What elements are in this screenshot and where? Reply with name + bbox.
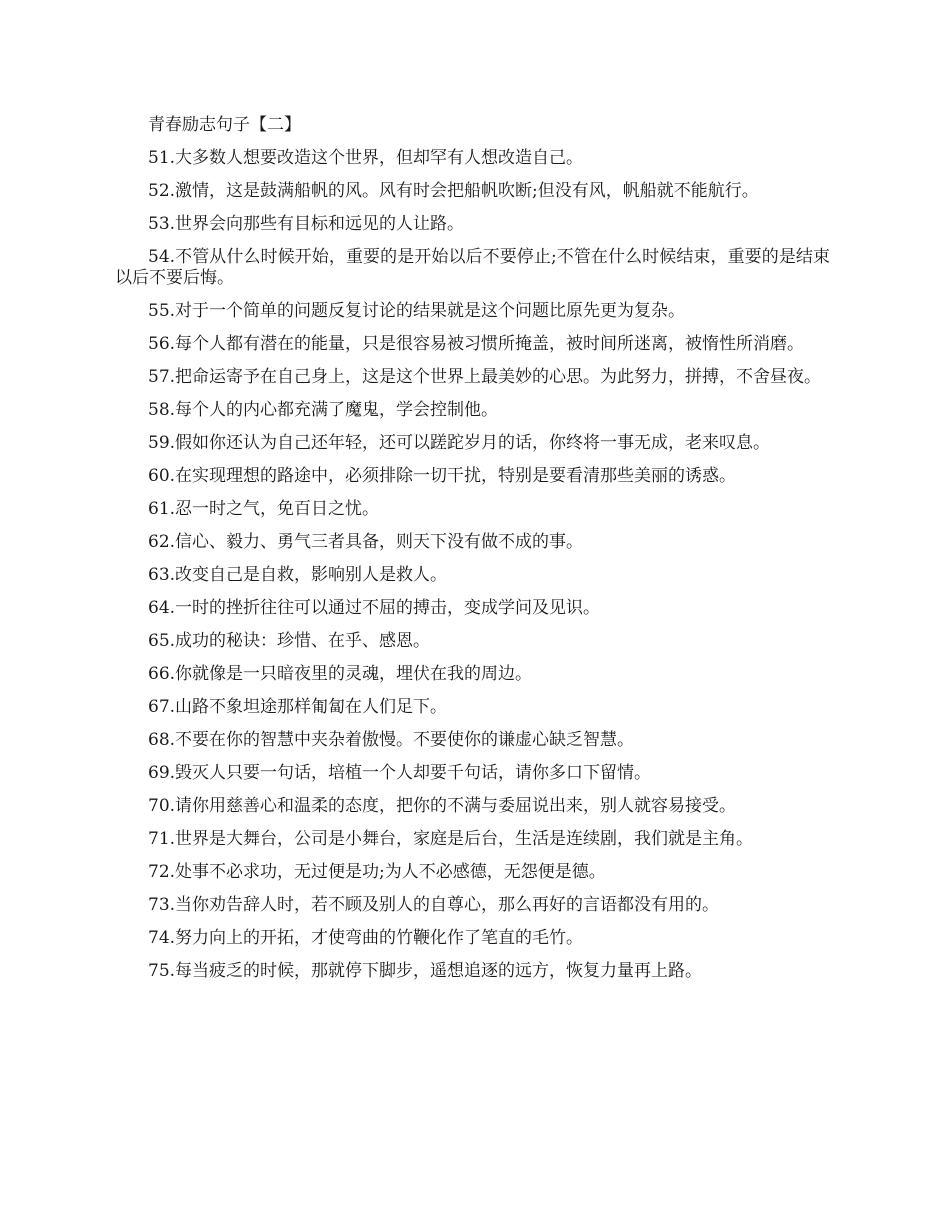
quote-item: 65.成功的秘诀：珍惜、在乎、感恩。 xyxy=(148,631,431,651)
quote-item: 73.当你劝告辞人时，若不顾及别人的自尊心，那么再好的言语都没有用的。 xyxy=(148,895,720,915)
quote-item: 72.处事不必求功，无过便是功;为人不必感德，无怨便是德。 xyxy=(148,862,606,882)
quote-item: 52.激情，这是鼓满船帆的风。风有时会把船帆吹断;但没有风，帆船就不能航行。 xyxy=(148,181,759,201)
quote-item: 58.每个人的内心都充满了魔鬼，学会控制他。 xyxy=(148,400,499,420)
quote-item: 75.每当疲乏的时候，那就停下脚步，遥想追逐的远方，恢复力量再上路。 xyxy=(148,961,703,981)
quote-item: 55.对于一个简单的问题反复讨论的结果就是这个问题比原先更为复杂。 xyxy=(148,301,686,321)
quote-item: 71.世界是大舞台，公司是小舞台，家庭是后台，生活是连续剧，我们就是主角。 xyxy=(148,829,754,849)
quote-item: 67.山路不象坦途那样匍匐在人们足下。 xyxy=(148,697,448,717)
quote-item: 68.不要在你的智慧中夹杂着傲慢。不要使你的谦虚心缺乏智慧。 xyxy=(148,730,635,750)
quote-item: 57.把命运寄予在自己身上，这是这个世界上最美妙的心思。为此努力，拼搏，不舍昼夜。 xyxy=(148,367,822,387)
quote-item: 53.世界会向那些有目标和远见的人让路。 xyxy=(148,214,465,234)
quote-list xyxy=(115,148,830,982)
section-heading: 青春励志句子【二】 xyxy=(148,115,301,135)
quote-item: 59.假如你还认为自己还年轻，还可以蹉跎岁月的话，你终将一事无成，老来叹息。 xyxy=(148,433,771,453)
quote-item: 74.努力向上的开拓，才使弯曲的竹鞭化作了笔直的毛竹。 xyxy=(148,928,584,948)
quote-item: 60.在实现理想的路途中，必须排除一切干扰，特别是要看清那些美丽的诱惑。 xyxy=(148,466,737,486)
document-body xyxy=(115,113,830,994)
quote-item: 63.改变自己是自救，影响别人是救人。 xyxy=(148,565,448,585)
quote-item: 62.信心、毅力、勇气三者具备，则天下没有做不成的事。 xyxy=(148,532,584,552)
quote-item: 66.你就像是一只暗夜里的灵魂，埋伏在我的周边。 xyxy=(148,664,533,684)
quote-item: 56.每个人都有潜在的能量，只是很容易被习惯所掩盖，被时间所迷离，被惰性所消磨。 xyxy=(148,334,805,354)
quote-item: 69.毁灭人只要一句话，培植一个人却要千句话，请你多口下留情。 xyxy=(148,763,652,783)
quote-item: 61.忍一时之气，免百日之忧。 xyxy=(148,499,380,519)
quote-item: 70.请你用慈善心和温柔的态度，把你的不满与委屈说出来，别人就容易接受。 xyxy=(148,796,737,816)
quote-item: 54.不管从什么时候开始，重要的是开始以后不要停止;不管在什么时候结束，重要的是结束以后不要后悔。 xyxy=(115,247,830,288)
quote-item: 51.大多数人想要改造这个世界，但却罕有人想改造自己。 xyxy=(148,148,584,168)
quote-item: 64.一时的挫折往往可以通过不屈的搏击，变成学问及见识。 xyxy=(148,598,601,618)
